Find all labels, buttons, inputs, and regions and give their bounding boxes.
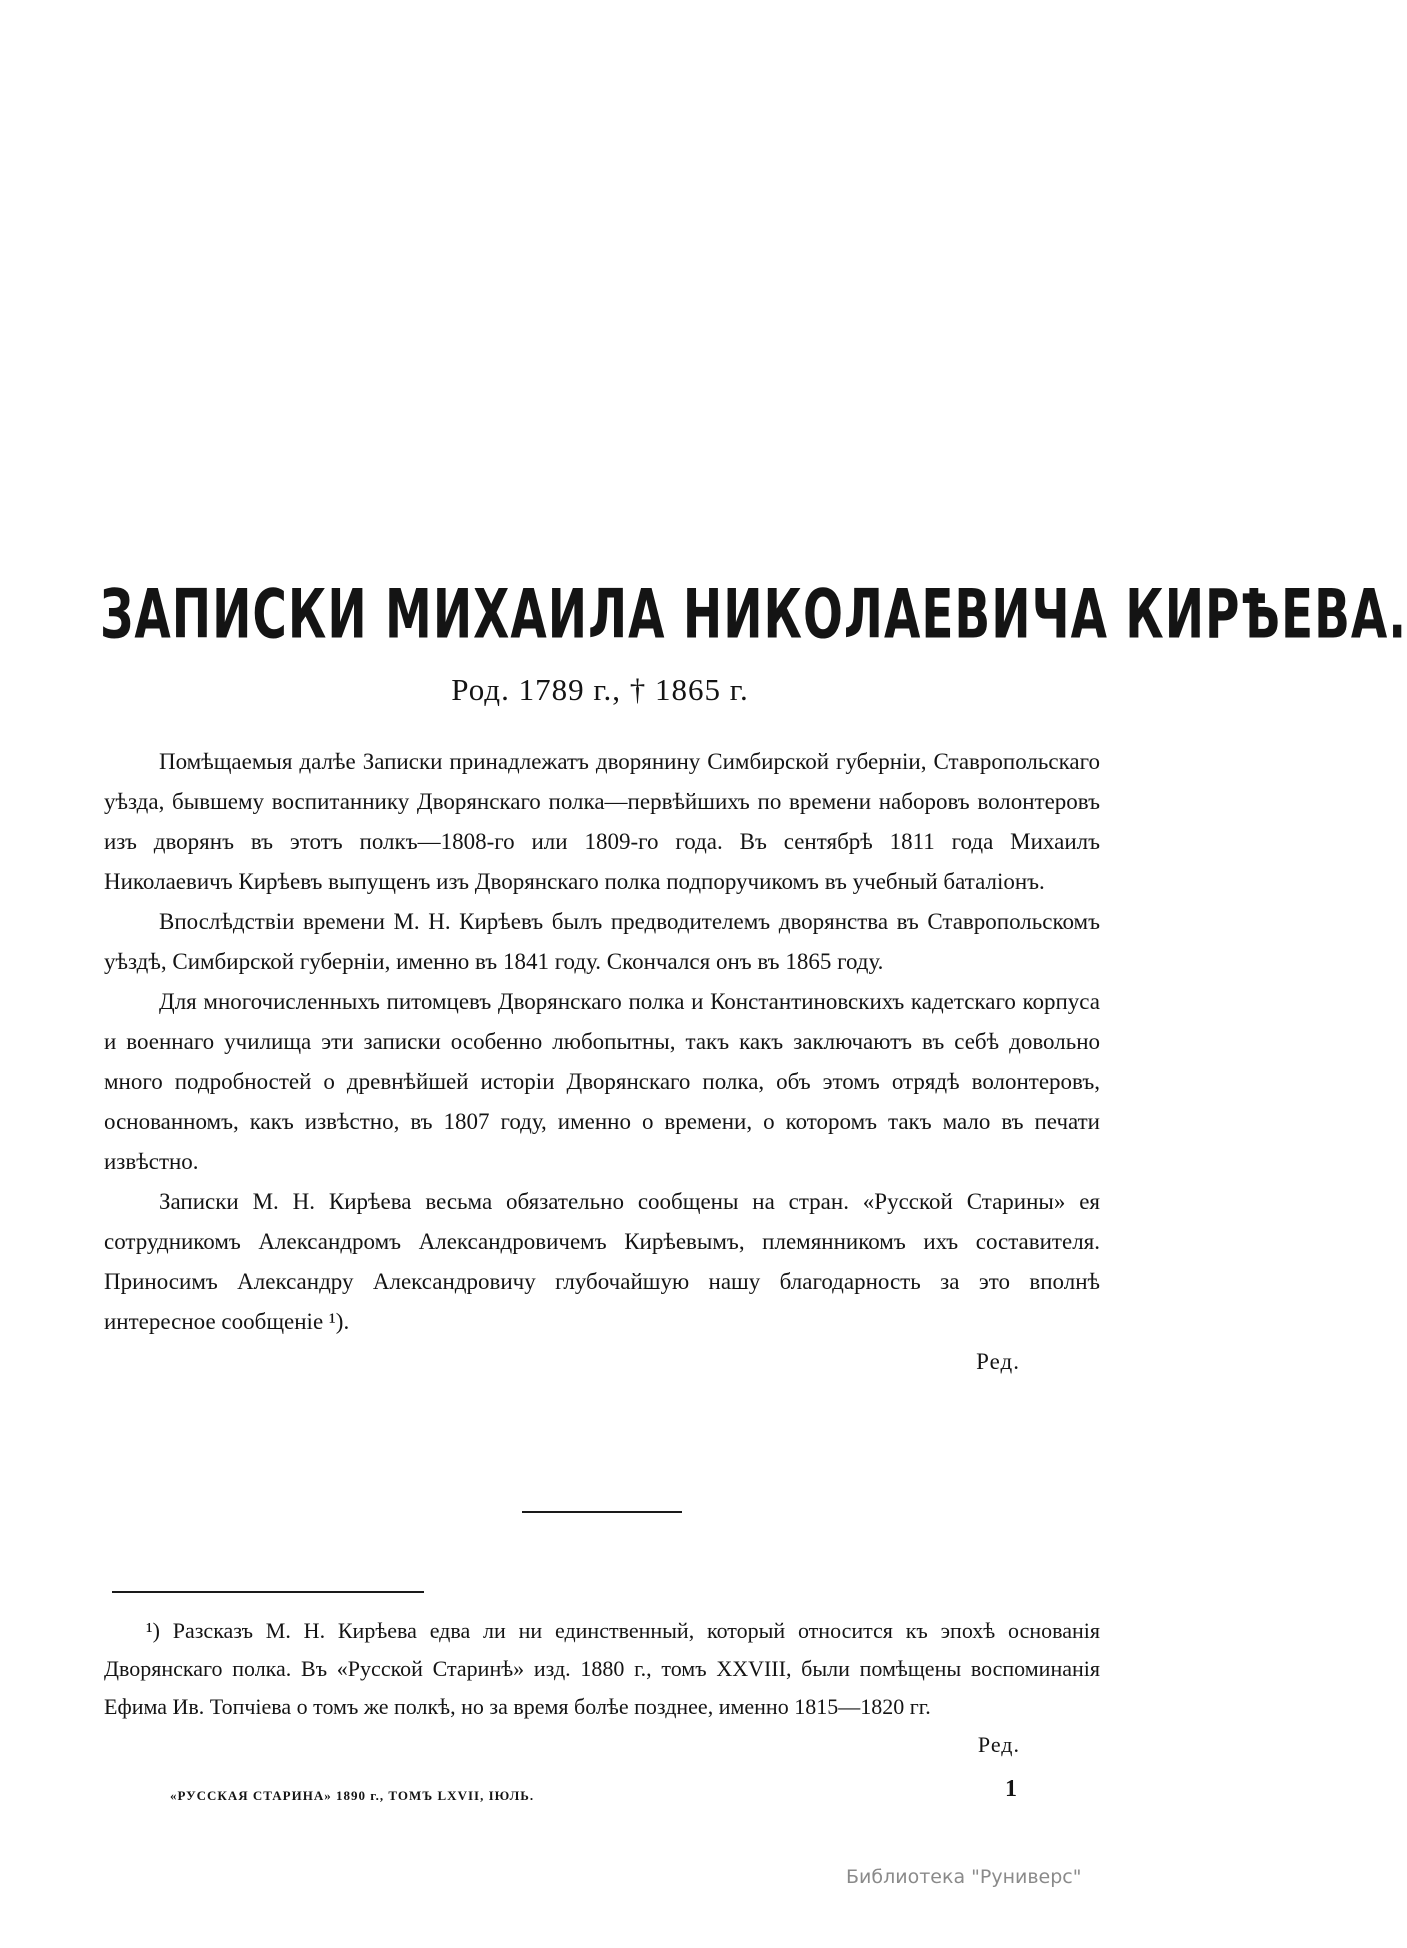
library-watermark: Библиотека "Руниверс" [846, 1866, 1082, 1888]
paragraph: Для многочисленныхъ питомцевъ Дворянскаго полка и Константиновскихъ кадетскаго корпуса и военнаго училища эти записки особенно любопытны, такъ какъ заключаютъ въ себѣ довольно много подробностей о древнѣйшей исторіи Дворянскаго полка, объ этомъ отрядѣ волонтеровъ, основанномъ, какъ извѣстно, въ 1807 году, именно о времени, о которомъ такъ мало въ печати извѣстно. [104, 989, 1100, 1174]
footnote [104, 1612, 1100, 1764]
section-divider [522, 1511, 682, 1513]
paragraph: Впослѣдствіи времени М. Н. Кирѣевъ былъ предводителемъ дворянства въ Ставропольскомъ уѣздѣ, Симбирской губерніи, именно въ 1841 году. Скончался онъ въ 1865 году. [104, 909, 1100, 974]
footnote-signature: Ред. [977, 1732, 1020, 1757]
document-subtitle: Род. 1789 г., † 1865 г. [451, 672, 749, 707]
body-text [104, 742, 1100, 1382]
footnote-divider [112, 1591, 424, 1593]
document-title: ЗАПИСКИ МИХАИЛА НИКОЛАЕВИЧА КИРѢЕВА. [100, 575, 1407, 655]
paragraph: Записки М. Н. Кирѣева весьма обязательно сообщены на стран. «Русской Старины» ея сотрудникомъ Александромъ Александровичемъ Кирѣевымъ, племянникомъ ихъ составителя. Приносимъ Александру Александровичу глубочайшую нашу благодарность за это вполнѣ интересное сообщеніе ¹). [104, 1189, 1100, 1334]
paragraph: Помѣщаемыя далѣе Записки принадлежатъ дворянину Симбирской губерніи, Ставропольскаго уѣзда, бывшему воспитаннику Дворянскаго полка—первѣйшихъ по времени наборовъ волонтеровъ изъ дворянъ въ этотъ полкъ—1808-го или 1809-го года. Въ сентябрѣ 1811 года Михаилъ Николаевичъ Кирѣевъ выпущенъ изъ Дворянскаго полка подпоручикомъ въ учебный баталіонъ. [104, 749, 1100, 894]
page-number: 1 [1005, 1776, 1017, 1802]
running-footer: «РУССКАЯ СТАРИНА» 1890 г., ТОМЪ LXVII, ІЮЛЬ. [170, 1788, 535, 1803]
footnote-text: ¹) Разсказъ М. Н. Кирѣева едва ли ни единственный, который относится къ эпохѣ основанія Дворянскаго полка. Въ «Русской Старинѣ» изд. 1880 г., томъ XXVIII, были помѣщены воспоминанія Ефима Ив. Топчіева о томъ же полкѣ, но за время болѣе позднее, именно 1815—1820 гг. [104, 1618, 1100, 1719]
editor-signature: Ред. [976, 1349, 1020, 1374]
